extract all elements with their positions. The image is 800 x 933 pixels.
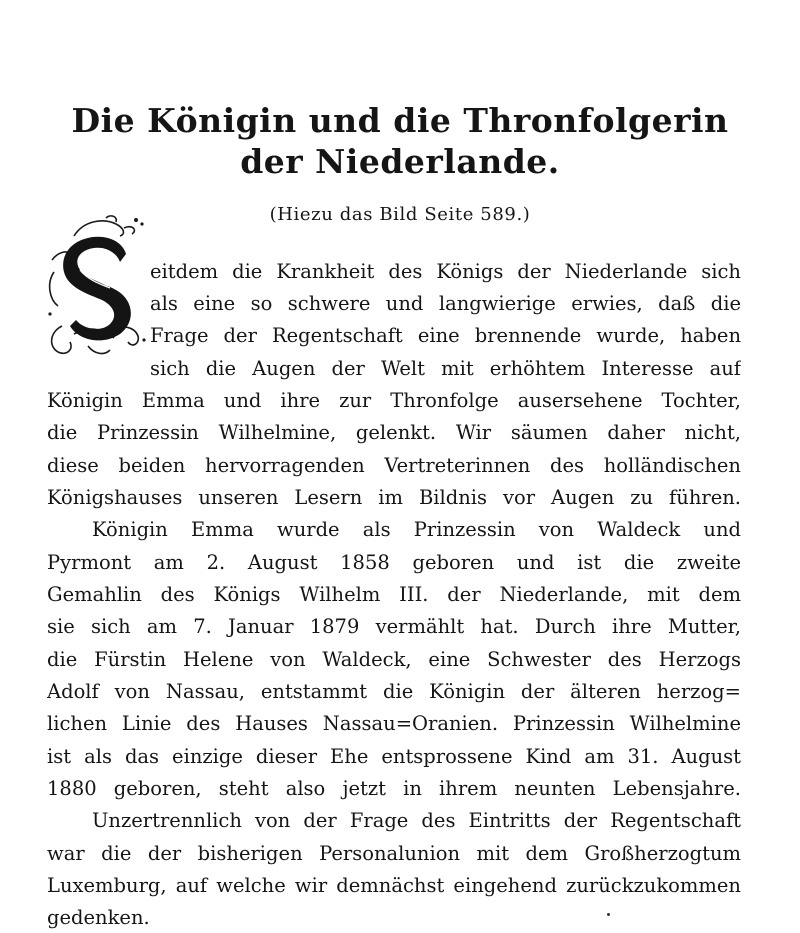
text-line: war die der bisherigen Personalunion mit dem Großherzogtum: [47, 842, 741, 865]
text-line: Gemahlin des Königs Wilhelm III. der Niederlande, mit dem: [47, 583, 741, 606]
text-line-final: gedenken.: [47, 906, 150, 929]
text-line: die Fürstin Helene von Waldeck, eine Schwester des Herzogs: [47, 648, 741, 671]
text-line: lichen Linie des Hauses Nassau=Oranien. Prinzessin Wilhelmine: [47, 712, 741, 735]
text-line: Königin Emma und ihre zur Thronfolge ausersehene Tochter,: [47, 389, 741, 412]
text-line: als eine so schwere und langwierige erwies, daß die: [150, 292, 741, 315]
image-reference-note: (Hiezu das Bild Seite 589.): [269, 204, 531, 225]
article-title-line-2: der Niederlande.: [240, 142, 560, 181]
text-line: 1880 geboren, steht also jetzt in ihrem neunten Lebensjahre.: [47, 777, 741, 800]
ornamental-dropcap: [44, 214, 152, 368]
text-line: diese beiden hervorragenden Vertreterinnen des holländischen: [47, 454, 741, 477]
text-line: Adolf von Nassau, entstammt die Königin der älteren herzog=: [47, 680, 741, 703]
text-line: eitdem die Krankheit des Königs der Niederlande sich: [150, 260, 741, 283]
text-line: ist als das einzige dieser Ehe entsprossene Kind am 31. August: [47, 745, 741, 768]
paragraph-start-line: Königin Emma wurde als Prinzessin von Waldeck und: [92, 518, 741, 541]
text-line: die Prinzessin Wilhelmine, gelenkt. Wir säumen daher nicht,: [47, 421, 741, 444]
article-title-line-1: Die Königin und die Thronfolgerin: [71, 101, 729, 140]
text-line: Frage der Regentschaft eine brennende wurde, haben: [150, 324, 741, 347]
text-line: Luxemburg, auf welche wir demnächst eingehend zurückzukommen: [47, 874, 741, 897]
print-speck: [607, 913, 610, 916]
text-line: Pyrmont am 2. August 1858 geboren und ist die zweite: [47, 551, 741, 574]
text-line: sich die Augen der Welt mit erhöhtem Interesse auf: [150, 357, 741, 380]
paragraph-start-line: Unzertrennlich von der Frage des Eintritts der Regentschaft: [92, 809, 741, 832]
text-line: Königshauses unseren Lesern im Bildnis vor Augen zu führen.: [47, 486, 741, 509]
text-line: sie sich am 7. Januar 1879 vermählt hat. Durch ihre Mutter,: [47, 615, 741, 638]
